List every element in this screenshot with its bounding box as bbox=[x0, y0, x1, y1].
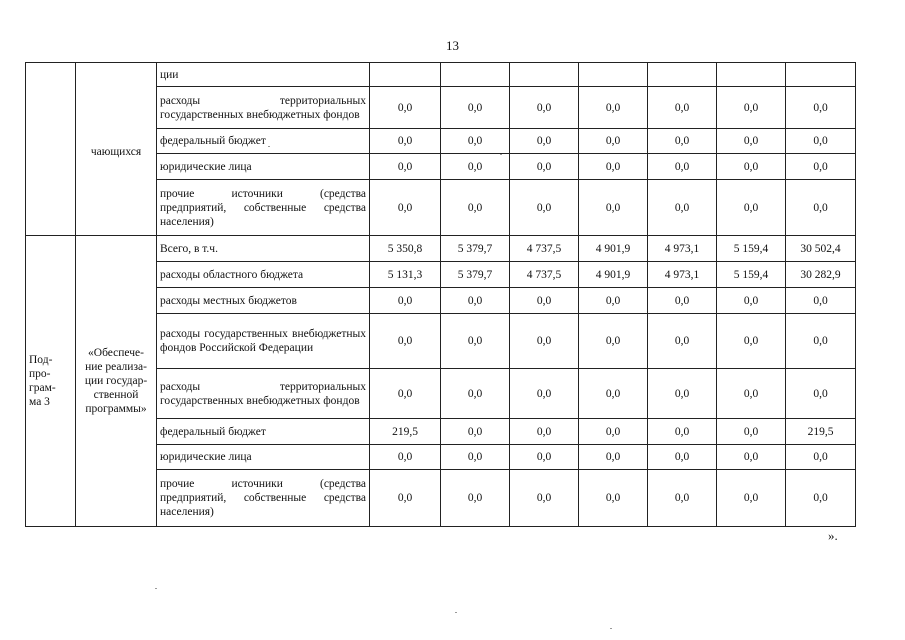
value-cell: 0,0 bbox=[441, 470, 510, 527]
scan-speck bbox=[500, 154, 502, 155]
value-cell: 0,0 bbox=[441, 129, 510, 154]
value-cell: 5 379,7 bbox=[441, 236, 510, 262]
value-cell: 0,0 bbox=[510, 445, 579, 470]
funding-source-cell: ции bbox=[157, 63, 370, 87]
value-cell: 0,0 bbox=[717, 288, 786, 314]
subprogram-name-line: ции государ- bbox=[84, 375, 148, 387]
funding-source-cell: Всего, в т.ч. bbox=[157, 236, 370, 262]
value-cell: 0,0 bbox=[648, 87, 717, 129]
value-cell: 0,0 bbox=[510, 288, 579, 314]
value-cell bbox=[579, 63, 648, 87]
subprogram-name-line: ственной bbox=[93, 389, 139, 401]
value-cell: 0,0 bbox=[648, 419, 717, 445]
value-cell bbox=[717, 63, 786, 87]
value-cell: 0,0 bbox=[579, 87, 648, 129]
funding-source-cell: федеральный бюджет bbox=[157, 129, 370, 154]
subprogram-number-line: Под- bbox=[29, 354, 53, 366]
table-row bbox=[26, 236, 856, 262]
value-cell: 4 737,5 bbox=[510, 236, 579, 262]
value-cell: 0,0 bbox=[717, 87, 786, 129]
value-cell: 0,0 bbox=[579, 129, 648, 154]
value-cell: 30 282,9 bbox=[786, 262, 856, 288]
value-cell: 0,0 bbox=[579, 470, 648, 527]
value-cell: 5 131,3 bbox=[370, 262, 441, 288]
value-cell: 0,0 bbox=[648, 288, 717, 314]
value-cell: 0,0 bbox=[786, 314, 856, 369]
value-cell: 0,0 bbox=[579, 288, 648, 314]
subprogram-name-cell bbox=[76, 236, 157, 527]
value-cell bbox=[370, 63, 441, 87]
value-cell: 5 350,8 bbox=[370, 236, 441, 262]
value-cell: 0,0 bbox=[370, 154, 441, 180]
funding-source-cell: расходы государственных внебюджетных фондов Российской Федерации bbox=[157, 314, 370, 369]
value-cell: 0,0 bbox=[579, 314, 648, 369]
scan-speck bbox=[455, 612, 457, 613]
value-cell: 0,0 bbox=[441, 419, 510, 445]
subprogram-name-line: ние реализа- bbox=[85, 361, 147, 373]
value-cell: 5 159,4 bbox=[717, 262, 786, 288]
value-cell: 0,0 bbox=[786, 288, 856, 314]
value-cell: 0,0 bbox=[579, 180, 648, 236]
funding-source-cell: прочие источники (средства предприятий, собственные средства населения) bbox=[157, 180, 370, 236]
value-cell bbox=[786, 63, 856, 87]
value-cell: 0,0 bbox=[717, 314, 786, 369]
funding-source-cell: расходы местных бюджетов bbox=[157, 288, 370, 314]
value-cell: 0,0 bbox=[648, 314, 717, 369]
value-cell: 0,0 bbox=[441, 369, 510, 419]
value-cell: 0,0 bbox=[786, 154, 856, 180]
budget-table bbox=[25, 62, 856, 527]
value-cell: 0,0 bbox=[370, 87, 441, 129]
funding-source-cell: федеральный бюджет bbox=[157, 419, 370, 445]
value-cell: 0,0 bbox=[510, 129, 579, 154]
scan-speck bbox=[610, 628, 612, 629]
budget-table-body bbox=[26, 63, 856, 527]
value-cell: 0,0 bbox=[579, 445, 648, 470]
value-cell: 5 379,7 bbox=[441, 262, 510, 288]
value-cell: 4 901,9 bbox=[579, 262, 648, 288]
value-cell: 0,0 bbox=[648, 154, 717, 180]
value-cell: 0,0 bbox=[510, 180, 579, 236]
value-cell bbox=[441, 63, 510, 87]
page-number: 13 bbox=[446, 38, 459, 53]
value-cell: 0,0 bbox=[441, 154, 510, 180]
value-cell: 0,0 bbox=[441, 180, 510, 236]
value-cell: 0,0 bbox=[648, 129, 717, 154]
value-cell: 4 973,1 bbox=[648, 236, 717, 262]
value-cell: 0,0 bbox=[786, 87, 856, 129]
value-cell: 0,0 bbox=[717, 129, 786, 154]
program-cell-continued bbox=[26, 63, 76, 236]
subprogram-number-line: ма 3 bbox=[29, 396, 50, 408]
value-cell: 219,5 bbox=[786, 419, 856, 445]
value-cell: 0,0 bbox=[786, 180, 856, 236]
value-cell: 0,0 bbox=[510, 369, 579, 419]
value-cell: 0,0 bbox=[510, 154, 579, 180]
value-cell: 4 737,5 bbox=[510, 262, 579, 288]
value-cell: 219,5 bbox=[370, 419, 441, 445]
value-cell: 0,0 bbox=[717, 419, 786, 445]
value-cell: 0,0 bbox=[370, 129, 441, 154]
funding-source-cell: юридические лица bbox=[157, 445, 370, 470]
value-cell: 0,0 bbox=[786, 369, 856, 419]
value-cell: 0,0 bbox=[370, 180, 441, 236]
subprogram-number-line: про- bbox=[29, 368, 51, 380]
value-cell: 0,0 bbox=[370, 314, 441, 369]
value-cell: 0,0 bbox=[717, 154, 786, 180]
value-cell: 0,0 bbox=[648, 470, 717, 527]
value-cell: 0,0 bbox=[579, 369, 648, 419]
scan-speck bbox=[155, 588, 157, 589]
value-cell: 0,0 bbox=[441, 314, 510, 369]
value-cell: 0,0 bbox=[441, 87, 510, 129]
value-cell: 0,0 bbox=[717, 369, 786, 419]
value-cell: 0,0 bbox=[717, 445, 786, 470]
value-cell: 0,0 bbox=[717, 180, 786, 236]
funding-source-cell: расходы территориальных государственных внебюджетных фондов bbox=[157, 369, 370, 419]
scan-speck bbox=[268, 146, 270, 147]
funding-source-cell: расходы областного бюджета bbox=[157, 262, 370, 288]
value-cell: 0,0 bbox=[370, 288, 441, 314]
value-cell: 0,0 bbox=[717, 470, 786, 527]
subprogram-name-line: программы» bbox=[85, 403, 147, 415]
value-cell: 0,0 bbox=[786, 470, 856, 527]
funding-source-cell: юридические лица bbox=[157, 154, 370, 180]
value-cell bbox=[648, 63, 717, 87]
value-cell: 4 973,1 bbox=[648, 262, 717, 288]
value-cell: 0,0 bbox=[441, 445, 510, 470]
value-cell: 0,0 bbox=[441, 288, 510, 314]
value-cell: 0,0 bbox=[648, 180, 717, 236]
value-cell: 0,0 bbox=[786, 129, 856, 154]
value-cell: 5 159,4 bbox=[717, 236, 786, 262]
value-cell: 0,0 bbox=[510, 419, 579, 445]
closing-quote-mark: ». bbox=[828, 528, 838, 543]
program-name-continued: чающихся bbox=[76, 63, 157, 236]
value-cell: 0,0 bbox=[510, 314, 579, 369]
value-cell: 30 502,4 bbox=[786, 236, 856, 262]
value-cell: 0,0 bbox=[370, 470, 441, 527]
value-cell: 4 901,9 bbox=[579, 236, 648, 262]
table-row bbox=[26, 63, 856, 87]
value-cell: 0,0 bbox=[648, 445, 717, 470]
value-cell: 0,0 bbox=[370, 369, 441, 419]
value-cell: 0,0 bbox=[510, 87, 579, 129]
value-cell: 0,0 bbox=[579, 419, 648, 445]
value-cell: 0,0 bbox=[786, 445, 856, 470]
funding-source-cell: расходы территориальных государственных внебюджетных фондов bbox=[157, 87, 370, 129]
value-cell: 0,0 bbox=[579, 154, 648, 180]
subprogram-number-cell bbox=[26, 236, 76, 527]
value-cell bbox=[510, 63, 579, 87]
funding-source-cell: прочие источники (средства предприятий, собственные средства населения) bbox=[157, 470, 370, 527]
value-cell: 0,0 bbox=[648, 369, 717, 419]
subprogram-name-line: «Обеспече- bbox=[88, 347, 144, 359]
value-cell: 0,0 bbox=[370, 445, 441, 470]
subprogram-number-line: грам- bbox=[29, 382, 56, 394]
value-cell: 0,0 bbox=[510, 470, 579, 527]
